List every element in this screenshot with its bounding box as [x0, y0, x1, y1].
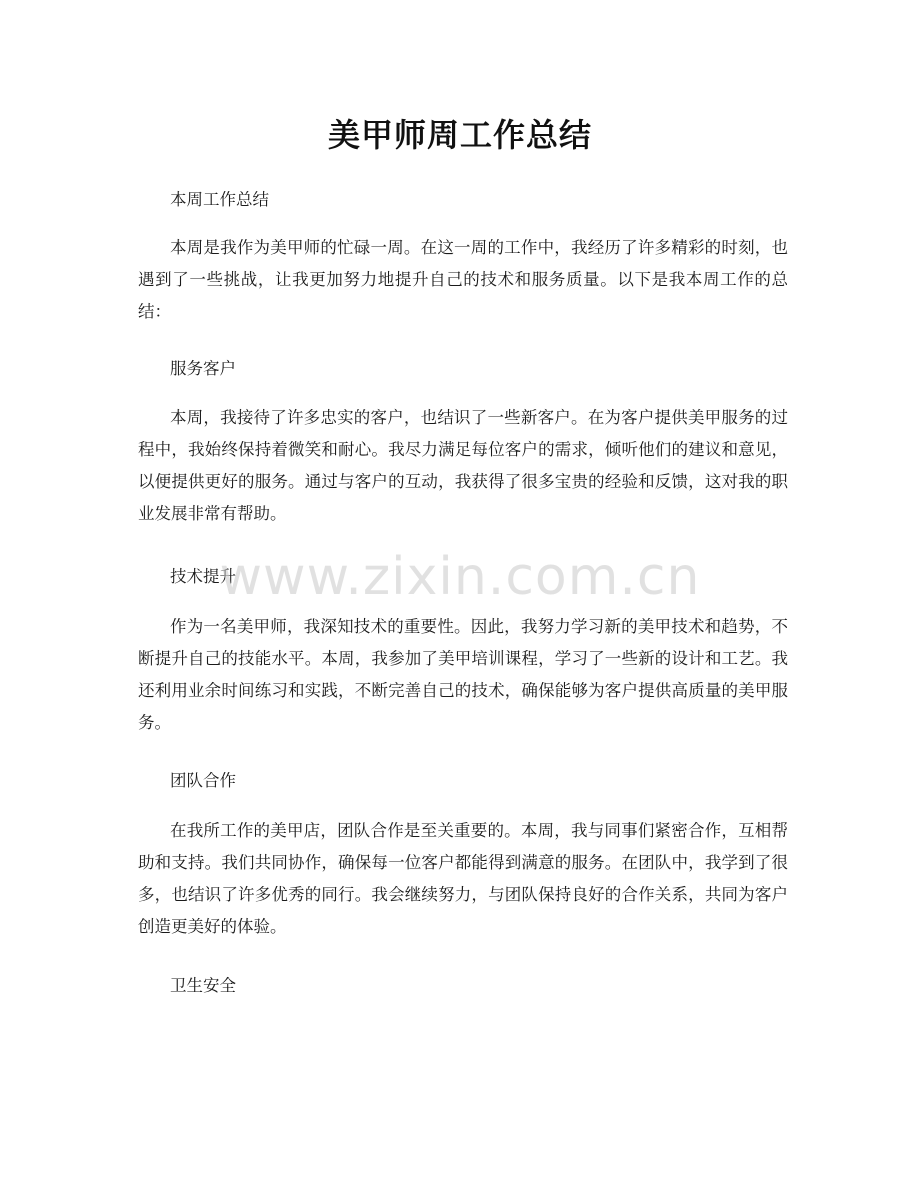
section-paragraph-customer-service: 本周，我接待了许多忠实的客户，也结识了一些新客户。在为客户提供美甲服务的过程中，我始终保持着微笑和耐心。我尽力满足每位客户的需求，倾听他们的建议和意见，以便提供更好的服务。通过与客户的互动，我获得了很多宝贵的经验和反馈，这对我的职业发展非常有帮助。: [138, 408, 788, 523]
section-heading-customer-service: 服务客户: [170, 359, 236, 378]
section-paragraph-weekly-summary: 本周是我作为美甲师的忙碌一周。在这一周的工作中，我经历了许多精彩的时刻，也遇到了一些挑战，让我更加努力地提升自己的技术和服务质量。以下是我本周工作的总结：: [138, 238, 788, 321]
section-heading-teamwork: 团队合作: [170, 771, 236, 790]
section-heading-skill-improvement: 技术提升: [170, 567, 236, 586]
section-heading-hygiene-safety: 卫生安全: [170, 976, 236, 995]
section-paragraph-skill-improvement: 作为一名美甲师，我深知技术的重要性。因此，我努力学习新的美甲技术和趋势，不断提升自己的技能水平。本周，我参加了美甲培训课程，学习了一些新的设计和工艺。我还利用业余时间练习和实践，不断完善自己的技术，确保能够为客户提供高质量的美甲服务。: [138, 617, 788, 732]
section-paragraph-teamwork: 在我所工作的美甲店，团队合作是至关重要的。本周，我与同事们紧密合作，互相帮助和支持。我们共同协作，确保每一位客户都能得到满意的服务。在团队中，我学到了很多，也结识了许多优秀的同行。我会继续努力，与团队保持良好的合作关系，共同为客户创造更美好的体验。: [138, 821, 788, 936]
section-heading-weekly-summary: 本周工作总结: [170, 190, 269, 209]
watermark: www.zixin.com.cn: [219, 547, 701, 607]
document-title: 美甲师周工作总结: [327, 116, 592, 154]
